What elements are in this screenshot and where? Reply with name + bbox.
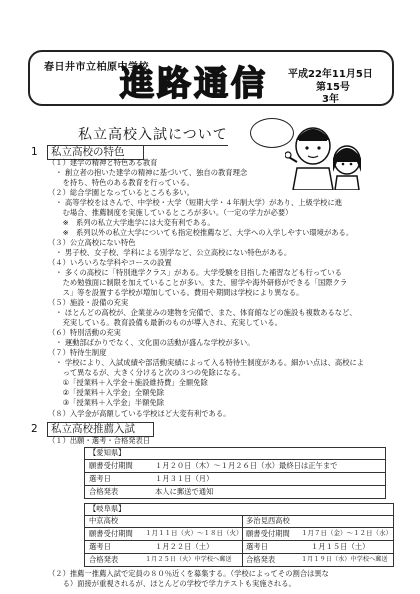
- row-label: 願書受付期間: [246, 529, 290, 538]
- body-line: （８）入学金が高額している学校ほど大変有利である。: [48, 409, 231, 418]
- row-value: １月２５日（火）中学校へ郵送: [145, 556, 232, 563]
- body-line: ①「授業料＋入学金＋施設維持費」全額免除: [48, 378, 208, 387]
- table-row: [85, 540, 393, 554]
- table-row: [85, 459, 385, 473]
- body-line: ・ 高等学校をはさんで、中学校・大学（短期大学・４年制大学）があり、上級学校に進: [48, 198, 343, 207]
- row-label: 合格発表: [89, 487, 119, 496]
- school-name-cell: 中京高校: [89, 516, 119, 525]
- row-value: １月１１日（火）～１８日（火）: [145, 529, 243, 537]
- section-heading-2: [29, 422, 154, 435]
- row-value: １月１９日（水）中学校へ郵送: [301, 556, 388, 563]
- row-label: 願書受付期間: [89, 461, 133, 470]
- table-caption: 【愛知県】: [89, 448, 126, 457]
- section-title: 私立高校推薦入試: [47, 422, 154, 437]
- topic-title: 私立高校入試について: [78, 124, 228, 146]
- aichi-schedule-table: [84, 447, 386, 499]
- body-line: を持ち、特色のある教育を行っている。: [48, 178, 194, 187]
- table-row: [85, 553, 393, 566]
- body-line: ・ 学校により、入試成績や部活動実績によって入る特待生制度がある。細かい点は、高校によ: [48, 358, 365, 367]
- row-label: 選考日: [89, 474, 111, 483]
- body-line: ※ 系列以外の私立大学についても指定校推薦など、大学への入学しやすい環境がある。: [48, 228, 354, 237]
- table-row: [85, 472, 385, 486]
- row-label: 合格発表: [89, 555, 119, 564]
- body-line: る）面接が重視されるが、ほとんどの学校で学力テストも実施される。: [48, 579, 296, 588]
- table-row: [85, 527, 393, 541]
- row-label: 合格発表: [246, 555, 276, 564]
- row-value: １月１５日（土）: [311, 542, 370, 551]
- school-name-cell: 多治見西高校: [246, 516, 290, 525]
- section-number: 1: [31, 146, 38, 158]
- body-line: ・ ほとんどの高校が、企業並みの建物を完備で、また、体育館などの施設も複数あるなど、: [48, 308, 357, 317]
- student-figure-icon: [285, 112, 365, 190]
- body-line: （３）公立高校にない特色: [48, 238, 136, 247]
- body-line: ・ 男子校、女子校、学科による別学など、公立高校にない特色がある。: [48, 248, 292, 257]
- body-line: （６）特別活動の充実: [48, 328, 121, 337]
- row-value: １月２０日（木）～１月２６日（水）最終日は正午まで: [155, 461, 338, 470]
- body-line: ・ 多くの高校に「特別進学クラス」がある。大学受験を目指した補習なども行っている: [48, 268, 342, 277]
- body-line: （４）いろいろな学科やコースの設置: [48, 258, 172, 267]
- body-line: ・ 運動部ばかりでなく、文化面の活動が盛んな学校が多い。: [48, 338, 255, 347]
- body-line: ため勉強面に制限を加えていることが多い。また、留学や海外研修ができる「国際クラ: [48, 278, 348, 287]
- body-line: って異なるが、大きく分けると次の３つの免除になる。: [48, 368, 246, 377]
- row-label: 願書受付期間: [89, 529, 133, 538]
- body-line: ③「授業料＋入学金」半額免除: [48, 398, 164, 407]
- row-label: 選考日: [89, 542, 111, 551]
- section-title: 私立高校の特色: [47, 145, 144, 160]
- section2-intro: （１）出願・選考・合格発表日: [48, 436, 151, 445]
- row-value: １月２２日（土）: [155, 542, 214, 551]
- body-line: （１）建学の精神と特色ある教育: [48, 158, 158, 167]
- body-line: ス」等を設置する学校が増加している。費用や期間は学校により異なる。: [48, 288, 304, 297]
- table-row: [85, 485, 385, 498]
- body-line: ・ 創立者の抱いた建学の精神に基づいて、独自の教育理念: [48, 168, 248, 177]
- body-line: ②「授業料＋入学金」全額免除: [48, 388, 164, 397]
- body-line: （７）特待生制度: [48, 348, 107, 357]
- row-value: １月７日（金）～１２日（水）: [301, 529, 392, 537]
- issue-grade: 3年: [322, 94, 339, 105]
- issue-date: 平成22年11月5日: [288, 69, 373, 80]
- section-heading-1: [29, 145, 144, 158]
- body-line: む場合、推薦制度を実施しているところが多い。（一定の学力が必要）: [48, 208, 293, 217]
- row-value: １月３１日（月）: [155, 474, 214, 483]
- body-line: （２）総合学園となっているところも多い。: [48, 188, 194, 197]
- issue-number: 第15号: [316, 82, 350, 93]
- table-caption: 【岐阜県】: [89, 504, 126, 513]
- body-line: 充実している。教育設備も最新のものが導入され、充実している。: [48, 318, 282, 327]
- row-label: 選考日: [246, 542, 268, 551]
- newsletter-title: 進路通信: [120, 64, 268, 104]
- body-line: ※ 系列の私立大学進学には大変有利である。: [48, 218, 215, 227]
- body-line: （５）施設・設備の充実: [48, 298, 129, 307]
- gifu-schedule-table: [84, 503, 394, 567]
- body-line: （２）推薦一推薦入試で定員の８０％近くを募集する。（学校によってその割合は異な: [48, 569, 329, 578]
- section-number: 2: [31, 423, 38, 435]
- school-name: 春日井市立柏原中学校: [44, 62, 149, 73]
- row-value: 本人に郵送で通知: [155, 487, 214, 496]
